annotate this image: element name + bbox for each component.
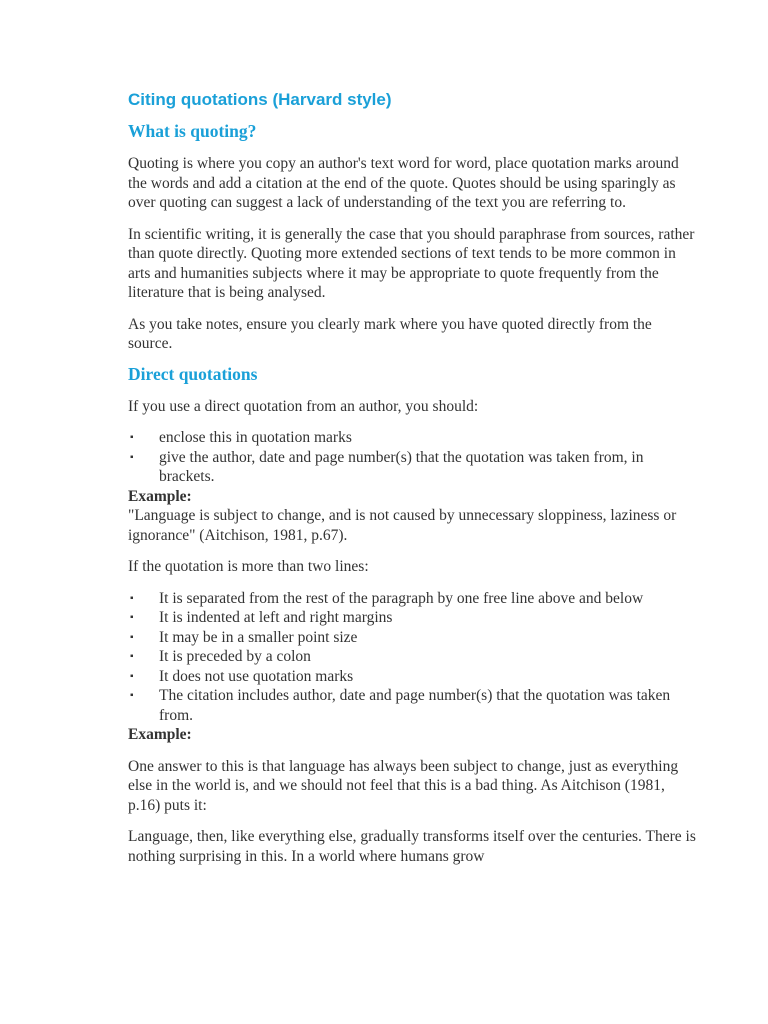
direct-quotation-rules-list bbox=[128, 428, 698, 487]
paragraph-take-notes: As you take notes, ensure you clearly mark where you have quoted directly from the source. bbox=[128, 315, 652, 352]
paragraph-quoting-definition: Quoting is where you copy an author's text word for word, place quotation marks around the words and add a citation at the end of the quote. Quotes should be using sparingly as over quoting can suggest a lack of understanding of the text you are referring to. bbox=[128, 155, 679, 211]
example-label: Example: bbox=[128, 487, 192, 505]
paragraph-direct-intro: If you use a direct quotation from an author, you should: bbox=[128, 397, 479, 415]
bullet-square-icon: ▪ bbox=[130, 631, 134, 643]
list-item-text: give the author, date and page number(s) that the quotation was taken from, in brackets. bbox=[159, 448, 644, 485]
heading-direct-quotations: Direct quotations bbox=[128, 363, 258, 384]
list-item-text: enclose this in quotation marks bbox=[159, 429, 352, 446]
list-item bbox=[128, 608, 698, 628]
example-quote: "Language is subject to change, and is not caused by unnecessary sloppiness, laziness or ignorance" (Aitchison, 1981, p.67). bbox=[128, 507, 677, 544]
bullet-square-icon: ▪ bbox=[130, 612, 134, 623]
document-title: Citing quotations (Harvard style) bbox=[128, 90, 392, 109]
list-item-text: It is indented at left and right margins bbox=[159, 609, 393, 626]
bullet-square-icon: ▪ bbox=[130, 592, 134, 604]
list-item-text: The citation includes author, date and page number(s) that the quotation was taken from. bbox=[159, 687, 671, 724]
paragraph-scientific-writing: In scientific writing, it is generally the case that you should paraphrase from sources, rather than quote directly. Quoting more extended sections of text tends to be more common in arts and humanities subjects where it may be appropriate to quote frequently from the literature that is being analysed. bbox=[128, 225, 695, 301]
list-item bbox=[128, 628, 698, 648]
bullet-square-icon: ▪ bbox=[130, 690, 134, 701]
long-quotation-rules-list bbox=[128, 589, 698, 726]
list-item bbox=[128, 647, 698, 667]
list-item bbox=[128, 589, 698, 609]
list-item-text: It is preceded by a colon bbox=[159, 648, 311, 665]
paragraph-example-answer: One answer to this is that language has always been subject to change, just as everything else in the world is, and we should not feel that this is a bad thing. As Aitchison (1981, p.16) puts it: bbox=[128, 757, 679, 814]
bullet-square-icon: ▪ bbox=[130, 451, 134, 463]
list-item bbox=[128, 686, 698, 725]
document-page bbox=[128, 84, 698, 866]
bullet-square-icon: ▪ bbox=[130, 670, 134, 682]
example-label-2: Example: bbox=[128, 726, 192, 743]
list-item bbox=[128, 428, 698, 448]
bullet-square-icon: ▪ bbox=[130, 432, 134, 443]
bullet-square-icon: ▪ bbox=[130, 651, 134, 662]
list-item-text: It may be in a smaller point size bbox=[159, 628, 358, 646]
list-item bbox=[128, 448, 698, 487]
list-item bbox=[128, 667, 698, 687]
list-item-text: It does not use quotation marks bbox=[159, 667, 354, 685]
paragraph-example-quote: Language, then, like everything else, gradually transforms itself over the centuries. There is nothing surprising in this. In a world where humans grow bbox=[128, 828, 696, 865]
list-item-text: It is separated from the rest of the paragraph by one free line above and below bbox=[159, 589, 644, 607]
heading-what-is-quoting: What is quoting? bbox=[128, 121, 257, 141]
paragraph-long-quote-intro: If the quotation is more than two lines: bbox=[128, 558, 369, 575]
